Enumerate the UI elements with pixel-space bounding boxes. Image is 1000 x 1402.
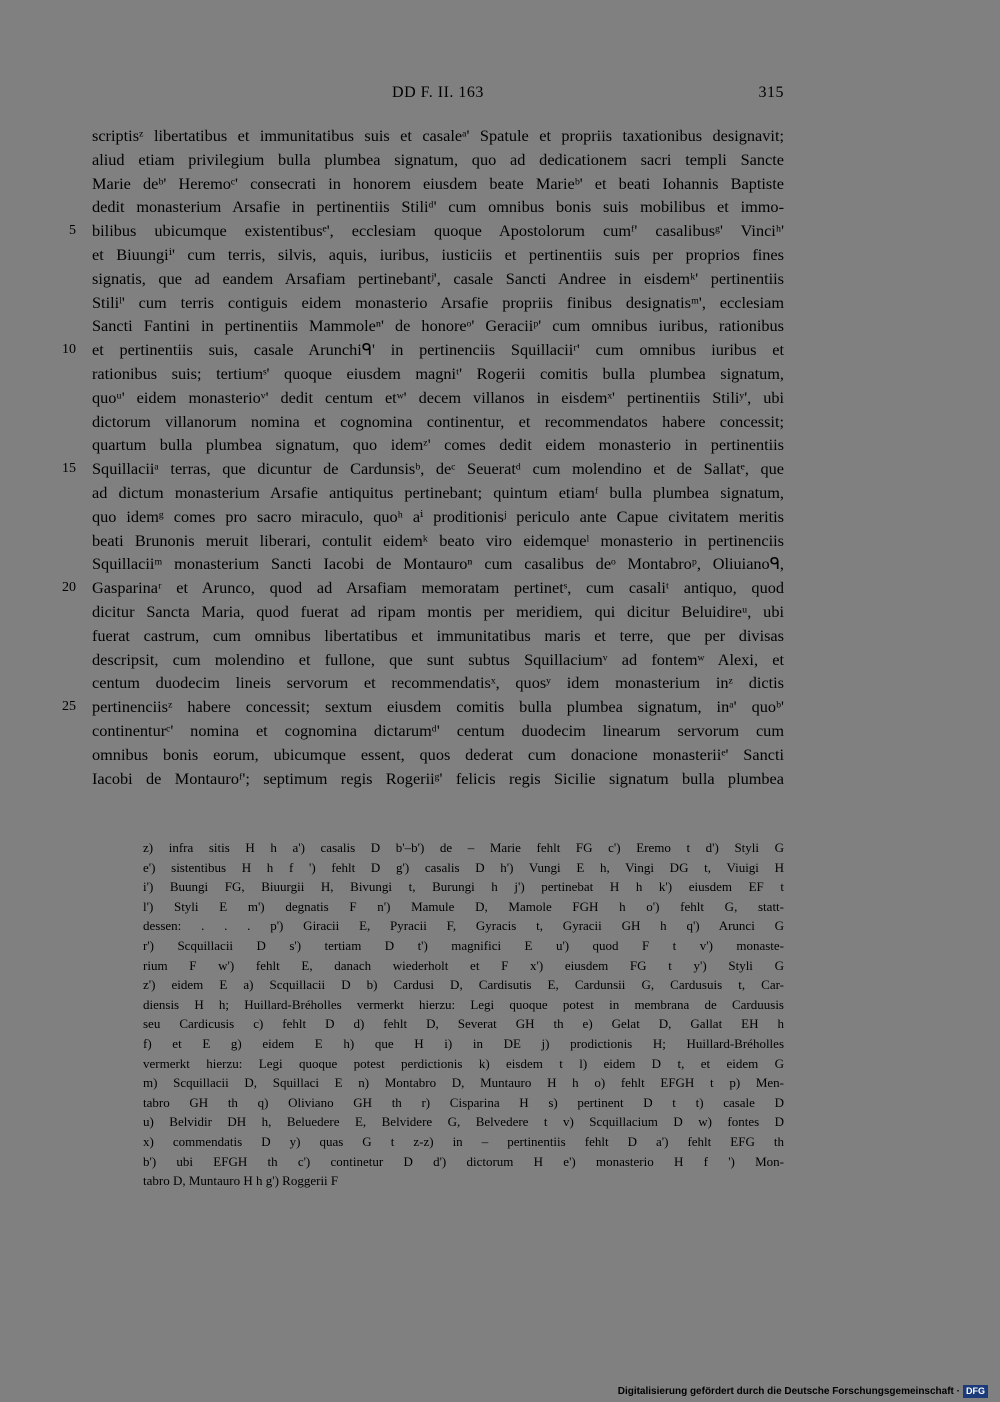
line-text: Squillaciiᵃ terras, que dicuntur de Cardunsisᵇ, deᶜ Seueratᵈ cum molendino et de Sallatᵉ, que	[92, 459, 784, 479]
line-text: omnibus bonis eorum, ubicumque essent, quos dederat cum donacione monasteriiᵉ' Sancti	[92, 744, 784, 764]
line-text: fuerat castrum, cum omnibus libertatibus et immunitatibus maris et terre, que per divisas	[92, 625, 784, 645]
text-line	[92, 648, 784, 672]
text-line	[92, 671, 784, 695]
line-text: descripsit, cum molendino et fullone, que sunt subtus Squillaciumᵛ ad fontemʷ Alexi, et	[92, 649, 784, 669]
critical-apparatus	[143, 838, 784, 1191]
text-line	[62, 457, 784, 481]
line-text: dictorum villanorum nomina et cognomina continentur, et recommendatos habere concessit;	[92, 411, 784, 431]
note-line: vermerkt hierzu: Legi quoque potest perdictionis k) eisdem t l) eidem D t, et eidem G	[143, 1055, 784, 1071]
note-line: z') eidem E a) Scquillacii D b) Cardusi D, Cardisutis E, Cardunsii G, Cardusuis t, Car-	[143, 977, 784, 993]
line-text: dicitur Sancta Maria, quod fuerat ad ripam montis per meridiem, qui dicitur Beluidireᵘ, ubi	[92, 601, 784, 621]
line-text: quo idemᵍ comes pro sacro miraculo, quoʰ aⁱ proditionisʲ periculo ante Capue civitatem meritis	[92, 506, 784, 526]
line-text: dedit monasterium Arsafie in pertinentiis Stiliᵈ' cum omnibus bonis suis mobilibus et immo-	[92, 197, 784, 217]
line-text: et pertinentiis suis, casale Arunchiᑫ' in pertinenciis Squillaciiʳ' cum omnibus iuribus et	[92, 340, 784, 360]
note-line: dessen: . . . p') Giracii E, Pyracii F, Gyracis t, Gyracii GH h q') Arunci G	[143, 918, 784, 934]
text-line	[92, 481, 784, 505]
line-text: scriptisᶻ libertatibus et immunitatibus suis et casaleᵃ' Spatule et propriis taxationibus designavit;	[92, 126, 784, 145]
note-line: x) commendatis D y) quas G t z-z) in – pertinentiis fehlt D a') fehlt EFG th	[143, 1133, 784, 1149]
note-line: b') ubi EFGH th c') continetur D d') dictorum H e') monasterio H f ') Mon-	[143, 1153, 784, 1169]
text-line	[92, 410, 784, 434]
text-line	[92, 719, 784, 743]
footer-text: Digitalisierung gefördert durch die Deutsche Forschungsgemeinschaft ·	[617, 1385, 960, 1397]
text-line	[92, 148, 784, 172]
line-text: et Biuungiⁱ' cum terris, silvis, aquis, iuribus, iusticiis et pertinentiis suis per proprios fines	[92, 244, 784, 264]
line-text: Squillaciiᵐ monasterium Sancti Iacobi de Montauroⁿ cum casalibus deᵒ Montabroᵖ, Oliuianoᑫ,	[92, 554, 784, 574]
line-text: Iacobi de Montauroᶠ'; septimum regis Rogeriiᵍ' felicis regis Sicilie signatum bulla plumbea	[92, 768, 784, 788]
text-line	[62, 695, 784, 719]
line-text: centum duodecim lineis servorum et recommendatisˣ, quosʸ idem monasterium inᶻ dictis	[92, 673, 784, 693]
note-line: rium F w') fehlt E, danach wiederholt et F x') eiusdem FG t y') Styli G	[143, 957, 784, 973]
line-number: 5	[69, 223, 76, 239]
text-line	[92, 124, 784, 148]
dfg-logo: DFG	[963, 1385, 988, 1398]
text-line	[92, 267, 784, 291]
text-line	[92, 624, 784, 648]
note-line: l') Styli E m') degnatis F n') Mamule D, Mamole FGH h o') fehlt G, statt-	[143, 898, 784, 914]
note-line: e') sistentibus H h f ') fehlt D g') casalis D h') Vungi E h, Vingi DG t, Viuigi H	[143, 859, 784, 875]
line-text: signatis, que ad eandem Arsafiam pertinebantʲ', casale Sancti Andree in eisdemᵏ' pertinentiis	[92, 268, 784, 288]
text-line	[92, 433, 784, 457]
text-line	[92, 362, 784, 386]
note-line: i') Buungi FG, Biuurgii H, Bivungi t, Burungi h j') pertinebat H h k') eiusdem EF t	[143, 879, 784, 895]
text-line	[62, 576, 784, 600]
text-line	[92, 600, 784, 624]
line-text: Sancti Fantini in pertinentiis Mammoleⁿ' de honoreᵒ' Geraciiᵖ' cum omnibus iuribus, rationibus	[92, 316, 784, 336]
note-line: r') Scquillacii D s') tertiam D t') magnifici E u') quod F t v') monaste-	[143, 937, 784, 953]
note-line: tabro GH th q) Oliviano GH th r) Cisparina H s) pertinent D t t) casale D	[143, 1094, 784, 1110]
line-text: aliud etiam privilegium bulla plumbea signatum, quo ad dedicationem sacri templi Sancte	[92, 149, 784, 169]
footer-credit	[618, 1384, 988, 1398]
text-line	[92, 552, 784, 576]
line-text: quartum bulla plumbea signatum, quo idemᶻ' comes dedit eidem monasterio in pertinentiis	[92, 435, 784, 455]
text-line	[92, 243, 784, 267]
line-number: 25	[62, 699, 76, 715]
note-line: m) Scquillacii D, Squillaci E n) Montabro D, Muntauro H h o) fehlt EFGH t p) Men-	[143, 1075, 784, 1091]
line-text: beati Brunonis meruit liberari, contulit eidemᵏ beato viro eidemqueˡ monasterio in pertinenciis	[92, 530, 784, 550]
line-text: Marie deᵇ' Heremoᶜ' consecrati in honorem eiusdem beate Marieᵇ' et beati Iohannis Baptiste	[92, 173, 784, 193]
text-line	[92, 505, 784, 529]
text-line	[92, 529, 784, 553]
page-number: 315	[758, 84, 784, 101]
running-title: DD F. II. 163	[392, 84, 484, 101]
note-line: z) infra sitis H h a') casalis D b'–b') de – Marie fehlt FG c') Eremo t d') Styli G	[143, 840, 784, 855]
line-text: pertinenciisᶻ habere concessit; sextum eiusdem comitis bulla plumbea signatum, inᵃ' quoᵇ'	[92, 697, 784, 717]
line-text: quoᵘ' eidem monasterioᵛ' dedit centum etʷ' decem villanos in eisdemˣ' pertinentiis Stiliʸ', ubi	[92, 387, 784, 407]
line-text: bilibus ubicumque existentibusᵉ', ecclesiam quoque Apostolorum cumᶠ' casalibusᵍ' Vinciʰ'	[92, 221, 784, 241]
line-text: ad dictum monasterium Arsafie antiquitus pertinebant; quintum etiamᶠ bulla plumbea signatum,	[92, 482, 784, 502]
text-line	[69, 219, 784, 243]
note-line: tabro D, Muntauro H h g') Roggerii F	[143, 1173, 339, 1189]
line-number: 15	[62, 461, 76, 477]
main-text	[62, 124, 784, 790]
note-line: u) Belvidir DH h, Beluedere E, Belvidere G, Belvedere t v) Scquillacium D w) fontes D	[143, 1114, 784, 1130]
line-number: 20	[62, 580, 76, 596]
note-line: seu Cardicusis c) fehlt D d) fehlt D, Severat GH th e) Gelat D, Gallat EH h	[143, 1016, 784, 1032]
line-text: Gasparinaʳ et Arunco, quod ad Arsafiam memoratam pertinetˢ, cum casaliᵗ antiquo, quod	[92, 578, 784, 598]
text-line	[62, 338, 784, 362]
note-line: diensis H h; Huillard-Bréholles vermerkt hierzu: Legi quoque potest in membrana de Carduusis	[143, 996, 784, 1012]
text-line	[92, 743, 784, 767]
text-line	[92, 172, 784, 196]
line-number: 10	[62, 342, 76, 358]
text-line	[92, 314, 784, 338]
text-line	[92, 386, 784, 410]
text-line	[92, 291, 784, 315]
text-line	[92, 767, 784, 791]
running-head	[92, 84, 784, 108]
text-line	[92, 195, 784, 219]
line-text: continenturᶜ' nomina et cognomina dictarumᵈ' centum duodecim linearum servorum cum	[92, 720, 784, 740]
note-line: f) et E g) eidem E h) que H i) in DE j) prodictionis H; Huillard-Bréholles	[143, 1035, 784, 1051]
line-text: Stiliˡ' cum terris contiguis eidem monasterio Arsafie propriis finibus designatisᵐ', ecclesiam	[92, 292, 784, 312]
line-text: rationibus suis; tertiumˢ' quoque eiusdem magniᵗ' Rogerii comitis bulla plumbea signatum,	[92, 363, 784, 383]
